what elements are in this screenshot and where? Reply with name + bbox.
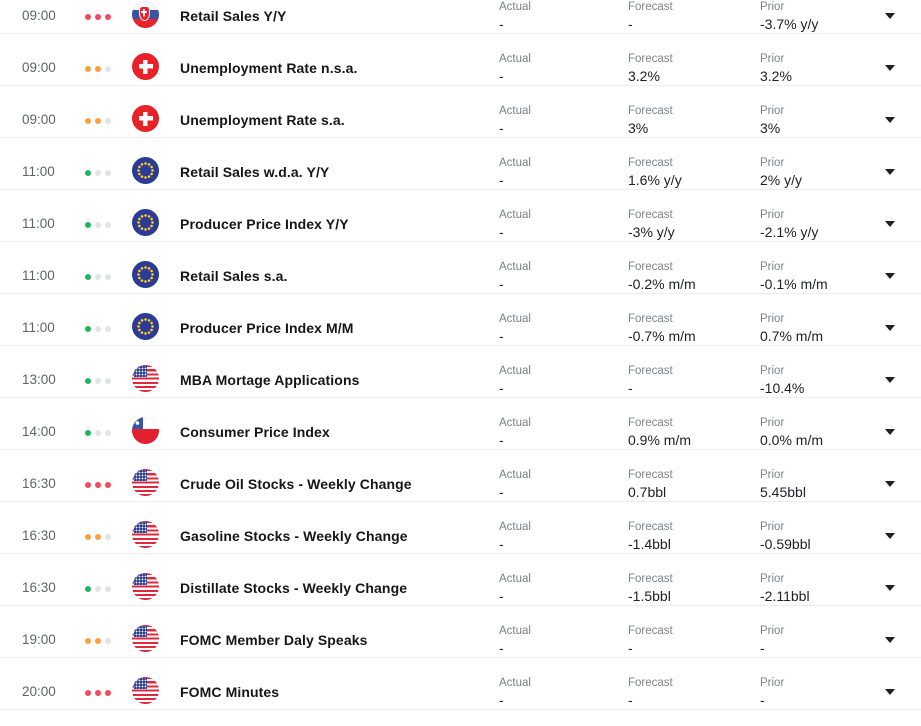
table-row[interactable]	[0, 241, 921, 293]
importance-dot	[95, 118, 101, 124]
forecast-cell	[628, 53, 673, 83]
country-flag-icon	[132, 365, 159, 392]
prior-label: Prior	[760, 469, 785, 481]
actual-value: -	[499, 120, 504, 136]
table-row[interactable]	[0, 605, 921, 657]
country-flag-icon	[132, 53, 159, 80]
actual-label: Actual	[499, 105, 531, 117]
country-flag-icon	[132, 625, 159, 652]
actual-cell	[499, 313, 531, 343]
chevron-down-icon[interactable]	[885, 533, 895, 539]
importance-dot	[95, 170, 101, 176]
prior-value: -0.1% m/m	[760, 276, 828, 292]
event-name: FOMC Member Daly Speaks	[180, 632, 368, 648]
actual-value: -	[499, 484, 504, 500]
prior-cell	[760, 573, 810, 603]
importance-dot	[95, 534, 101, 540]
event-name: Consumer Price Index	[180, 424, 330, 440]
table-row[interactable]	[0, 397, 921, 449]
prior-cell	[760, 157, 802, 187]
forecast-value: -	[628, 640, 633, 656]
prior-value: -2.1% y/y	[760, 224, 819, 240]
event-name: Gasoline Stocks - Weekly Change	[180, 528, 408, 544]
actual-cell	[499, 677, 531, 707]
actual-value: -	[499, 432, 504, 448]
country-flag-icon	[132, 521, 159, 548]
prior-label: Prior	[760, 1, 785, 13]
actual-cell	[499, 573, 531, 603]
prior-cell	[760, 105, 784, 135]
table-row[interactable]	[0, 33, 921, 85]
forecast-label: Forecast	[628, 261, 673, 273]
actual-cell	[499, 625, 531, 655]
prior-value: -0.59bbl	[760, 536, 811, 552]
importance-dot	[85, 586, 91, 592]
importance-dots-icon	[85, 378, 111, 384]
actual-label: Actual	[499, 209, 531, 221]
importance-dots-icon	[85, 170, 111, 176]
forecast-cell	[628, 313, 696, 343]
importance-dot	[105, 326, 111, 332]
prior-cell	[760, 261, 828, 291]
importance-dot	[105, 66, 111, 72]
importance-dot	[105, 170, 111, 176]
importance-dot	[95, 222, 101, 228]
forecast-cell	[628, 365, 673, 395]
prior-value: -	[760, 640, 765, 656]
forecast-label: Forecast	[628, 417, 673, 429]
importance-dots-icon	[85, 690, 111, 696]
event-time: 09:00	[22, 8, 56, 23]
chevron-down-icon[interactable]	[885, 117, 895, 123]
actual-value: -	[499, 68, 504, 84]
prior-value: -2.11bbl	[760, 588, 810, 604]
table-row[interactable]	[0, 449, 921, 501]
actual-label: Actual	[499, 365, 531, 377]
prior-label: Prior	[760, 157, 785, 169]
prior-value: 0.0% m/m	[760, 432, 824, 448]
importance-dot	[95, 274, 101, 280]
importance-dot	[85, 274, 91, 280]
prior-cell	[760, 625, 784, 655]
country-flag-icon	[132, 105, 159, 132]
chevron-down-icon[interactable]	[885, 221, 895, 227]
event-name: Retail Sales Y/Y	[180, 8, 287, 24]
forecast-cell	[628, 105, 673, 135]
prior-value: -3.7% y/y	[760, 16, 819, 32]
actual-label: Actual	[499, 625, 531, 637]
actual-label: Actual	[499, 573, 531, 585]
importance-dot	[105, 118, 111, 124]
importance-dot	[85, 378, 91, 384]
actual-label: Actual	[499, 677, 531, 689]
forecast-cell	[628, 1, 673, 31]
actual-value: -	[499, 328, 504, 344]
forecast-value: 1.6% y/y	[628, 172, 682, 188]
forecast-cell	[628, 209, 675, 239]
importance-dot	[105, 534, 111, 540]
importance-dot	[105, 586, 111, 592]
forecast-label: Forecast	[628, 53, 673, 65]
importance-dot	[105, 690, 111, 696]
actual-label: Actual	[499, 417, 531, 429]
importance-dot	[105, 378, 111, 384]
forecast-label: Forecast	[628, 677, 673, 689]
actual-cell	[499, 1, 531, 31]
actual-value: -	[499, 692, 504, 708]
event-name: Producer Price Index M/M	[180, 320, 354, 336]
actual-cell	[499, 469, 531, 499]
prior-cell	[760, 53, 792, 83]
importance-dot	[85, 222, 91, 228]
actual-label: Actual	[499, 1, 531, 13]
forecast-value: -	[628, 692, 633, 708]
prior-cell	[760, 417, 823, 447]
actual-cell	[499, 365, 531, 395]
importance-dots-icon	[85, 326, 111, 332]
event-time: 11:00	[22, 216, 55, 231]
prior-value: 3%	[760, 120, 781, 136]
actual-value: -	[499, 640, 504, 656]
actual-value: -	[499, 172, 504, 188]
prior-label: Prior	[760, 261, 785, 273]
prior-cell	[760, 209, 818, 239]
importance-dot	[95, 14, 101, 20]
event-time: 09:00	[22, 60, 56, 75]
prior-value: 2% y/y	[760, 172, 803, 188]
importance-dots-icon	[85, 66, 111, 72]
importance-dot	[85, 66, 91, 72]
importance-dot	[95, 482, 101, 488]
country-flag-icon	[132, 469, 159, 496]
chevron-down-icon[interactable]	[885, 689, 895, 695]
table-row[interactable]	[0, 293, 921, 345]
importance-dot	[105, 14, 111, 20]
chevron-down-icon[interactable]	[885, 169, 895, 175]
importance-dots-icon	[85, 14, 111, 20]
importance-dots-icon	[85, 482, 111, 488]
table-row[interactable]	[0, 501, 921, 553]
prior-label: Prior	[760, 521, 785, 533]
actual-cell	[499, 261, 531, 291]
forecast-value: -	[628, 16, 633, 32]
chevron-down-icon[interactable]	[885, 481, 895, 487]
prior-value: 5.45bbl	[760, 484, 806, 500]
country-flag-icon	[132, 677, 159, 704]
forecast-label: Forecast	[628, 157, 673, 169]
importance-dot	[85, 690, 91, 696]
table-row[interactable]	[0, 137, 921, 189]
prior-label: Prior	[760, 677, 785, 689]
prior-value: -10.4%	[760, 380, 805, 396]
table-row[interactable]	[0, 85, 921, 137]
forecast-value: 0.7bbl	[628, 484, 667, 500]
importance-dots-icon	[85, 638, 111, 644]
prior-label: Prior	[760, 365, 785, 377]
importance-dot	[105, 274, 111, 280]
forecast-cell	[628, 157, 682, 187]
importance-dot	[85, 14, 91, 20]
actual-label: Actual	[499, 261, 531, 273]
event-name: Unemployment Rate s.a.	[180, 112, 345, 128]
forecast-value: -0.2% m/m	[628, 276, 696, 292]
prior-label: Prior	[760, 53, 785, 65]
importance-dot	[85, 638, 91, 644]
importance-dot	[85, 534, 91, 540]
forecast-value: 3%	[628, 120, 649, 136]
prior-label: Prior	[760, 573, 785, 585]
importance-dot	[95, 638, 101, 644]
importance-dot	[105, 638, 111, 644]
chevron-down-icon[interactable]	[885, 377, 895, 383]
event-name: Distillate Stocks - Weekly Change	[180, 580, 408, 596]
actual-label: Actual	[499, 53, 531, 65]
forecast-label: Forecast	[628, 521, 673, 533]
importance-dot	[105, 430, 111, 436]
forecast-label: Forecast	[628, 209, 673, 221]
importance-dot	[85, 170, 91, 176]
prior-label: Prior	[760, 417, 785, 429]
chevron-down-icon[interactable]	[885, 637, 895, 643]
actual-label: Actual	[499, 521, 531, 533]
actual-value: -	[499, 224, 504, 240]
table-row[interactable]	[0, 0, 921, 33]
country-flag-icon	[132, 1, 159, 28]
actual-cell	[499, 417, 531, 447]
event-time: 11:00	[22, 268, 55, 283]
importance-dot	[105, 482, 111, 488]
importance-dot	[95, 690, 101, 696]
actual-cell	[499, 53, 531, 83]
actual-label: Actual	[499, 157, 531, 169]
forecast-value: -	[628, 380, 633, 396]
table-row[interactable]	[0, 189, 921, 241]
actual-value: -	[499, 276, 504, 292]
actual-value: -	[499, 588, 504, 604]
event-time: 16:30	[22, 476, 56, 491]
actual-cell	[499, 521, 531, 551]
country-flag-icon	[132, 209, 159, 236]
prior-cell	[760, 313, 823, 343]
country-flag-icon	[132, 157, 159, 184]
actual-value: -	[499, 16, 504, 32]
forecast-label: Forecast	[628, 469, 673, 481]
importance-dot	[85, 326, 91, 332]
country-flag-icon	[132, 417, 159, 444]
importance-dots-icon	[85, 534, 111, 540]
forecast-cell	[628, 521, 673, 551]
country-flag-icon	[132, 261, 159, 288]
importance-dots-icon	[85, 430, 111, 436]
importance-dot	[105, 222, 111, 228]
forecast-cell	[628, 417, 691, 447]
prior-label: Prior	[760, 209, 785, 221]
event-name: Producer Price Index Y/Y	[180, 216, 349, 232]
forecast-label: Forecast	[628, 573, 673, 585]
chevron-down-icon[interactable]	[885, 273, 895, 279]
event-time: 09:00	[22, 112, 56, 127]
importance-dot	[95, 430, 101, 436]
forecast-label: Forecast	[628, 625, 673, 637]
actual-value: -	[499, 380, 504, 396]
forecast-label: Forecast	[628, 1, 673, 13]
forecast-cell	[628, 261, 696, 291]
actual-cell	[499, 209, 531, 239]
prior-cell	[760, 365, 804, 395]
prior-cell	[760, 521, 811, 551]
importance-dots-icon	[85, 274, 111, 280]
importance-dots-icon	[85, 222, 111, 228]
forecast-label: Forecast	[628, 313, 673, 325]
chevron-down-icon[interactable]	[885, 429, 895, 435]
event-name: Retail Sales w.d.a. Y/Y	[180, 164, 330, 180]
table-row[interactable]	[0, 657, 921, 709]
prior-value: -	[760, 692, 765, 708]
table-row[interactable]	[0, 345, 921, 397]
event-time: 16:30	[22, 528, 56, 543]
prior-label: Prior	[760, 105, 785, 117]
event-name: Unemployment Rate n.s.a.	[180, 60, 358, 76]
forecast-value: 0.9% m/m	[628, 432, 692, 448]
event-name: FOMC Minutes	[180, 684, 280, 700]
forecast-label: Forecast	[628, 365, 673, 377]
chevron-down-icon[interactable]	[885, 325, 895, 331]
forecast-value: -3% y/y	[628, 224, 675, 240]
event-time: 14:00	[22, 424, 56, 439]
forecast-value: -1.4bbl	[628, 536, 671, 552]
importance-dot	[85, 118, 91, 124]
forecast-value: -1.5bbl	[628, 588, 671, 604]
importance-dot	[85, 482, 91, 488]
importance-dot	[95, 586, 101, 592]
forecast-cell	[628, 677, 673, 707]
forecast-value: -0.7% m/m	[628, 328, 696, 344]
event-name: MBA Mortage Applications	[180, 372, 360, 388]
importance-dots-icon	[85, 586, 111, 592]
importance-dot	[95, 66, 101, 72]
forecast-cell	[628, 625, 673, 655]
actual-label: Actual	[499, 313, 531, 325]
event-name: Retail Sales s.a.	[180, 268, 288, 284]
actual-cell	[499, 105, 531, 135]
event-time: 16:30	[22, 580, 56, 595]
chevron-down-icon[interactable]	[885, 13, 895, 19]
prior-value: 0.7% m/m	[760, 328, 824, 344]
actual-cell	[499, 157, 531, 187]
event-time: 19:00	[22, 632, 56, 647]
actual-value: -	[499, 536, 504, 552]
chevron-down-icon[interactable]	[885, 65, 895, 71]
event-time: 13:00	[22, 372, 56, 387]
country-flag-icon	[132, 313, 159, 340]
forecast-label: Forecast	[628, 105, 673, 117]
event-time: 11:00	[22, 164, 55, 179]
importance-dot	[95, 326, 101, 332]
prior-cell	[760, 677, 784, 707]
prior-cell	[760, 469, 806, 499]
forecast-value: 3.2%	[628, 68, 660, 84]
actual-label: Actual	[499, 469, 531, 481]
chevron-down-icon[interactable]	[885, 585, 895, 591]
event-time: 11:00	[22, 320, 55, 335]
event-name: Crude Oil Stocks - Weekly Change	[180, 476, 412, 492]
table-row[interactable]	[0, 553, 921, 605]
forecast-cell	[628, 469, 673, 499]
importance-dots-icon	[85, 118, 111, 124]
prior-value: 3.2%	[760, 68, 792, 84]
importance-dot	[95, 378, 101, 384]
prior-label: Prior	[760, 625, 785, 637]
prior-cell	[760, 1, 818, 31]
event-time: 20:00	[22, 684, 56, 699]
importance-dot	[85, 430, 91, 436]
country-flag-icon	[132, 573, 159, 600]
forecast-cell	[628, 573, 673, 603]
prior-label: Prior	[760, 313, 785, 325]
